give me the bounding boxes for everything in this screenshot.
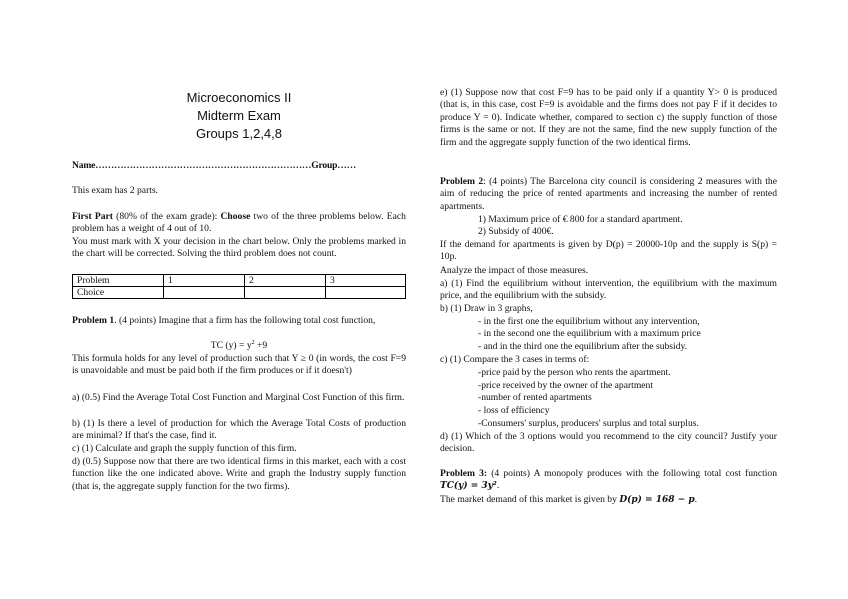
first-part-text: First Part (80% of the exam grade): Choose two of the three problems below. Each problem has a weight of 4 out of 10. (72, 211, 406, 235)
choice-cell-2[interactable] (245, 287, 326, 299)
course-title: Microeconomics II (186, 90, 292, 105)
problem2-d: d) (1) Which of the 3 options would you recommend to the city council? Justify your decision. (440, 431, 777, 455)
problem3-demand: The market demand of this market is given by D(p) = 168 − p. (440, 494, 698, 505)
term-item: -Consumers' surplus, producers' surplus and total surplus. (478, 418, 699, 429)
table-cell: Problem (73, 275, 164, 287)
problem1-intro: Problem 1. (4 points) Imagine that a firm has the following total cost function, (72, 315, 376, 326)
problem2-c: c) (1) Compare the 3 cases in terms of: (440, 354, 590, 365)
graph-item: - and in the third one the equilibrium after the subsidy. (478, 341, 688, 352)
term-item: - loss of efficiency (478, 405, 550, 416)
exam-intro: This exam has 2 parts. (72, 185, 159, 196)
problem2-b: b) (1) Draw in 3 graphs, (440, 303, 533, 314)
table-cell: 2 (245, 275, 326, 287)
table-row (73, 275, 406, 287)
term-item: -price received by the owner of the apartment (478, 380, 654, 391)
graph-item: - in the first one the equilibrium without any intervention, (478, 316, 700, 327)
graph-item: - in the second one the equilibrium with a maximum price (478, 328, 701, 339)
table-cell: 1 (164, 275, 245, 287)
table-cell: Choice (73, 287, 164, 299)
problem3-intro: Problem 3: (4 points) A monopoly produces with the following total cost function TC(y) = 3y². (440, 468, 777, 492)
problem2-demand: If the demand for apartments is given by D(p) = 20000-10p and the supply is S(p) = 10p. (440, 239, 777, 263)
choice-cell-3[interactable] (326, 287, 406, 299)
table-cell: 3 (326, 275, 406, 287)
name-line: Name……………………………………………………………Group…… (72, 160, 357, 171)
cost-equation: TC(y) = 3y² (440, 481, 497, 492)
first-part-instructions: You must mark with X your decision in the chart below. Only the problems marked in the chart will be corrected. Solving the third problem does not count. (72, 236, 406, 260)
problem1-text: This formula holds for any level of production such that Y ≥ 0 (in words, the cost F=9 is unavoidable and must be paid both if the firm produces or if it doesn't) (72, 353, 406, 377)
exam-title: Midterm Exam (197, 108, 281, 123)
problem2-a: a) (1) Find the equilibrium without intervention, the equilibrium with the maximum price, and the equilibrium with the subsidy. (440, 278, 777, 302)
groups-title: Groups 1,2,4,8 (196, 126, 282, 141)
measure-item: 1) Maximum price of € 800 for a standard apartment. (478, 214, 683, 225)
problem1-equation: TC $(y) = y^2 +9$ (210, 339, 268, 351)
problem1-a: a) (0.5) Find the Average Total Cost Function and Marginal Cost Function of this firm. (72, 392, 405, 403)
measure-item: 2) Subsidy of 400€. (478, 226, 554, 237)
term-item: -number of rented apartments (478, 392, 592, 403)
problem1-b: b) (1) Is there a level of production for which the Average Total Costs of production are minimal? If that's the case, find it. (72, 418, 406, 442)
choice-cell-1[interactable] (164, 287, 245, 299)
problem2-intro: Problem 2: (4 points) The Barcelona city council is considering 2 measures with the aim of reducing the price of rented apartments and increasing the number of rented apartments. (440, 176, 777, 212)
problem2-analyze: Analyze the impact of those measures. (440, 265, 589, 276)
problem1-e: e) (1) Suppose now that cost F=9 has to be paid only if a quantity Y> 0 is produced (that is, in this case, cost F=9 is avoidable and the firms does not pay F if it decides to produce Y = 0). Indicate whether, compared to section c) the supply function of those firms is the same or not. If they are not the same, find the new supply function of the firm and the aggregate supply function of the two identical firms. (440, 87, 777, 148)
choice-table (72, 274, 406, 299)
problem1-c: c) (1) Calculate and graph the supply function of this firm. (72, 443, 297, 454)
table-row (73, 287, 406, 299)
demand-equation: D(p) = 168 − p (619, 495, 695, 505)
problem1-d: d) (0.5) Suppose now that there are two identical firms in this market, each with a cost function like the one indicated above. Write and graph the Industry supply function (that is, the aggregate supply function for the two firms). (72, 456, 406, 492)
term-item: -price paid by the person who rents the apartment. (478, 367, 671, 378)
